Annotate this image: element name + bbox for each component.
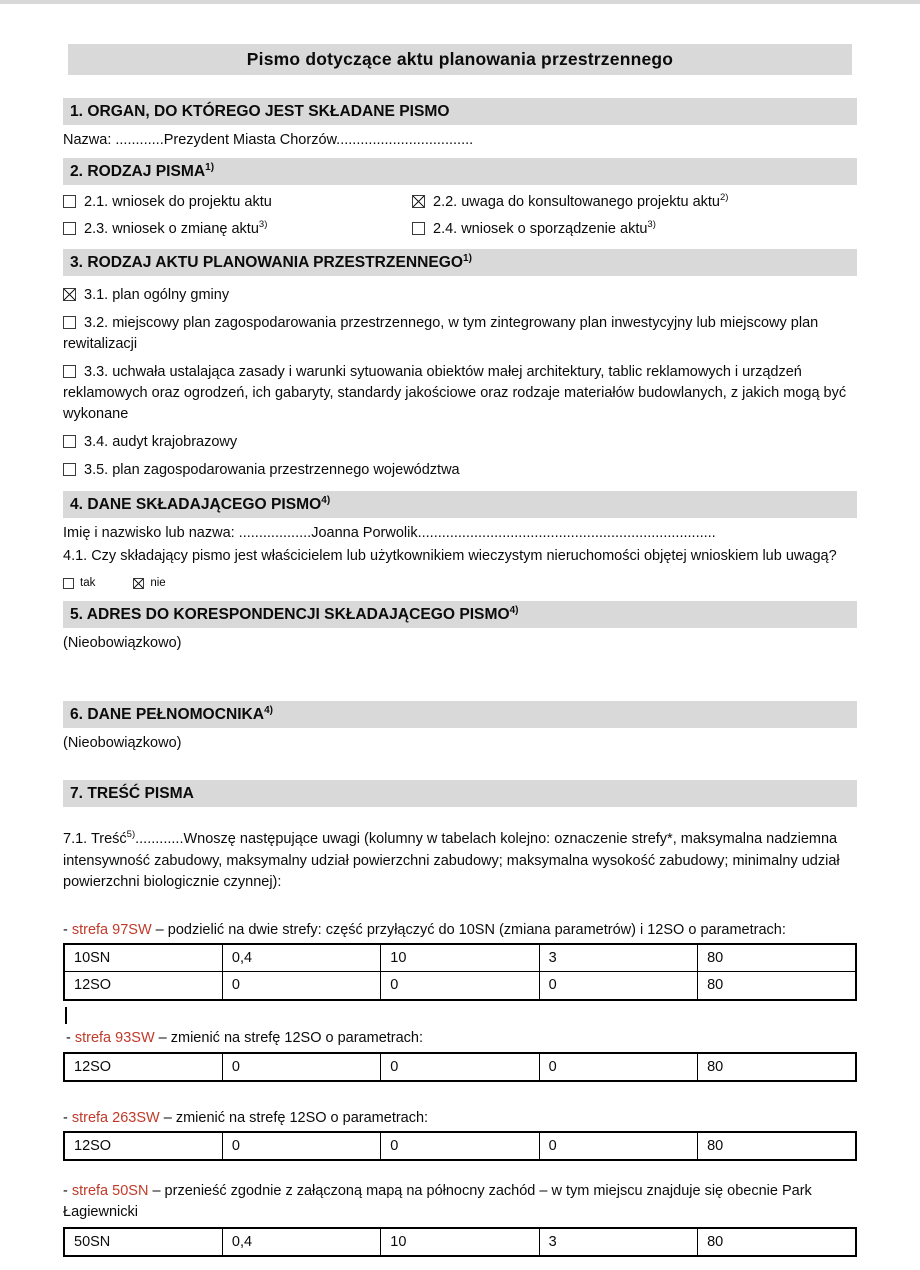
checkbox-option-2-3[interactable] [63,221,412,237]
document-page [63,44,857,1257]
option-label: 2.4. wniosek o sporządzenie aktu [433,221,648,237]
section-3-header [63,249,857,276]
table-cell[interactable]: 10 [381,944,539,972]
table-cell[interactable]: 0 [222,1132,380,1160]
zone-label: strefa 97SW [71,921,152,938]
option-label: 3.4. audyt krajobrazowy [84,434,238,450]
checkbox-option-3-5[interactable] [63,460,857,481]
table-cell[interactable]: 80 [698,944,856,972]
section-6-header [63,701,857,728]
table-cell[interactable]: 80 [698,1228,856,1256]
table-cell[interactable]: 3 [539,1228,697,1256]
ownership-question: 4.1. Czy składający pismo jest właścicielem lub użytkownikiem wieczystym nieruchomości objętej wnioskiem lub uwagą? [63,548,837,564]
checkbox-icon[interactable] [63,288,76,301]
tresc-text: ............Wnoszę następujące uwagi (kolumny w tabelach kolejno: oznaczenie strefy*, maksymalna nadziemna intensywność zabudowy, maksymalny udział powierzchni zabudowy; maksymalna wysokość zabudowy; minimalny udział powierzchni biologicznie czynnej): [63,831,840,890]
table-cell[interactable]: 12SO [64,972,222,1000]
table-cell[interactable]: 12SO [64,1132,222,1160]
option-label: tak [80,577,96,589]
checkbox-icon[interactable] [63,195,76,208]
section-3-title: 3. RODZAJ AKTU PLANOWANIA PRZESTRZENNEGO [70,254,464,271]
content-intro-paragraph[interactable] [63,829,857,894]
option-label: 3.3. uchwała ustalająca zasady i warunki sytuowania obiektów małej architektury, tablic reklamowych i urządzeń reklamowych oraz ogrodzeń, ich gabaryty, standardy jakościowe oraz rodzaje materiałów budowlanych, z jakich mogą być wykonane [63,364,847,422]
table-cell[interactable]: 0 [539,1132,697,1160]
remark-strefa-93SW[interactable] [63,1028,857,1049]
section-1-title: 1. ORGAN, DO KTÓREGO JEST SKŁADANE PISMO [70,103,450,120]
checkbox-icon[interactable] [133,578,144,589]
table-row [64,1053,856,1081]
checkbox-option-3-3[interactable] [63,362,857,425]
tresc-label: 7.1. Treść [63,831,127,847]
section-3-footnote-ref: 1) [463,252,472,264]
option-label: 3.5. plan zagospodarowania przestrzennego województwa [84,462,460,478]
checkbox-icon[interactable] [412,222,425,235]
table-cell[interactable]: 0 [222,1053,380,1081]
section-5-footnote-ref: 4) [509,604,519,616]
option-label: nie [150,577,166,589]
checkbox-icon[interactable] [63,222,76,235]
table-cell[interactable]: 0,4 [222,1228,380,1256]
checkbox-icon[interactable] [63,435,76,448]
section-6-optional-note: (Nieobowiązkowo) [63,735,182,751]
table-row [64,1132,856,1160]
checkbox-option-tak[interactable] [63,577,95,589]
table-row [64,1228,856,1256]
section-5-optional-note: (Nieobowiązkowo) [63,635,182,651]
section-7-title: 7. TREŚĆ PISMA [70,785,194,802]
zone-label: strefa 263SW [71,1109,160,1126]
table-row [64,972,856,1000]
checkbox-option-2-2[interactable] [412,194,857,210]
pismo-type-options [63,194,857,237]
option-label: 3.2. miejscowy plan zagospodarowania przestrzennego, w tym zintegrowany plan inwestycyjny lub miejscowy plan rewitalizacji [63,315,819,352]
table-cell[interactable]: 3 [539,944,697,972]
section-6-footnote-ref: 4) [264,704,273,716]
section-4-header [63,491,857,518]
applicant-name-field[interactable]: Imię i nazwisko lub nazwa: ..................Joanna Porwolik.......................................................................... [63,525,716,541]
remark-prefix: - [63,1109,72,1126]
remark-text: – podzielić na dwie strefy: część przyłączyć do 10SN (zmiana parametrów) i 12SO o parametrach: [151,921,786,938]
section-2-footnote-ref: 1) [205,161,215,173]
parameters-table-3 [63,1131,857,1161]
table-cell[interactable]: 10 [381,1228,539,1256]
checkbox-option-3-2[interactable] [63,313,857,355]
text-cursor [65,1007,67,1024]
option-label: 3.1. plan ogólny gminy [84,287,230,303]
remark-text: – przenieść zgodnie z załączoną mapą na północny zachód – w tym miejscu znajduje się obecnie Park Łagiewnicki [63,1182,812,1220]
table-cell[interactable]: 80 [698,1053,856,1081]
checkbox-icon[interactable] [63,316,76,329]
section-2-header [63,158,857,185]
remark-strefa-263SW[interactable] [63,1108,857,1129]
checkbox-option-nie[interactable] [133,577,165,589]
remark-prefix: - [66,1029,75,1046]
option-footnote-ref: 3) [647,219,656,231]
tresc-footnote-ref: 5) [126,829,136,841]
section-4-footnote-ref: 4) [321,494,331,506]
checkbox-option-2-4[interactable] [412,221,857,237]
section-7-header [63,780,857,807]
table-cell[interactable]: 10SN [64,944,222,972]
table-cell[interactable]: 0 [381,972,539,1000]
option-footnote-ref: 3) [258,219,268,231]
table-cell[interactable]: 0 [222,972,380,1000]
document-title-bar [68,44,852,75]
checkbox-icon[interactable] [63,463,76,476]
zone-label: strefa 93SW [74,1029,155,1046]
section-1-header [63,98,857,125]
checkbox-icon[interactable] [63,578,74,589]
table-cell[interactable]: 0 [539,1053,697,1081]
table-cell[interactable]: 0,4 [222,944,380,972]
remark-prefix: - [63,921,72,938]
table-cell[interactable]: 50SN [64,1228,222,1256]
organ-name-field[interactable]: Nazwa: ............Prezydent Miasta Chorzów.................................. [63,132,474,148]
table-row [64,944,856,972]
document-title: Pismo dotyczące aktu planowania przestrzennego [246,49,674,69]
section-5-header [63,601,857,628]
remark-strefa-50SN[interactable] [63,1181,857,1223]
parameters-table-1 [63,943,857,1001]
table-cell[interactable]: 0 [381,1053,539,1081]
table-cell[interactable]: 0 [381,1132,539,1160]
remark-text: – zmienić na strefę 12SO o parametrach: [159,1109,429,1126]
zone-label: strefa 50SN [71,1182,149,1199]
ownership-options [63,577,857,589]
checkbox-option-2-1[interactable] [63,194,412,210]
section-6-title: 6. DANE PEŁNOMOCNIKA [70,706,265,723]
option-label: 2.1. wniosek do projektu aktu [84,194,272,210]
section-2-title: 2. RODZAJ PISMA [70,163,206,180]
section-5-title: 5. ADRES DO KORESPONDENCJI SKŁADAJĄCEGO PISMO [70,606,510,623]
table-cell[interactable]: 12SO [64,1053,222,1081]
caret-line [65,1007,857,1025]
table-cell[interactable]: 0 [539,972,697,1000]
parameters-table-2 [63,1052,857,1082]
checkbox-option-3-4[interactable] [63,432,857,453]
option-label: 2.2. uwaga do konsultowanego projektu aktu [433,194,720,210]
checkbox-icon[interactable] [412,195,425,208]
remark-text: – zmienić na strefę 12SO o parametrach: [154,1029,424,1046]
section-4-title: 4. DANE SKŁADAJĄCEGO PISMO [70,496,322,513]
window-top-edge [0,0,920,4]
remark-prefix: - [63,1182,72,1199]
table-cell[interactable]: 80 [698,972,856,1000]
option-footnote-ref: 2) [719,192,729,204]
option-label: 2.3. wniosek o zmianę aktu [84,221,259,237]
table-cell[interactable]: 80 [698,1132,856,1160]
parameters-table-4 [63,1227,857,1257]
checkbox-icon[interactable] [63,365,76,378]
remark-strefa-97SW[interactable] [63,920,857,941]
checkbox-option-3-1[interactable] [63,285,857,306]
